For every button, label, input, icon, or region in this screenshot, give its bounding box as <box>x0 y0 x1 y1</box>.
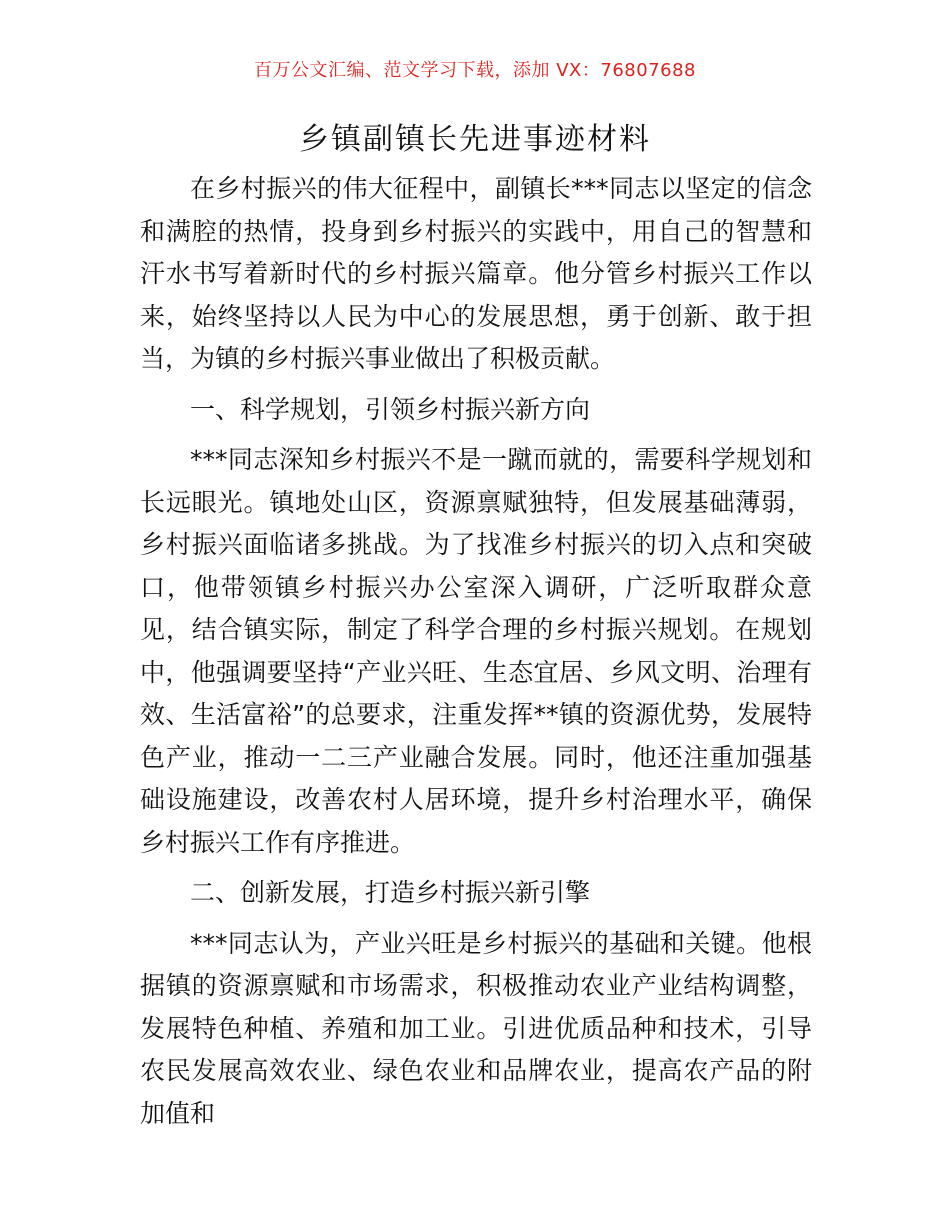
paragraph-section-2: ***同志认为，产业兴旺是乡村振兴的基础和关键。他根据镇的资源禀赋和市场需求，积极推动农业产业结构调整，发展特色种植、养殖和加工业。引进优质品种和技术，引导农民发展高效农业、绿色农业和品牌农业，提高农产品的附加值和 <box>140 928 812 1128</box>
paragraph-section-1: ***同志深知乡村振兴不是一蹴而就的，需要科学规划和长远眼光。镇地处山区，资源禀赋独特，但发展基础薄弱，乡村振兴面临诸多挑战。为了找准乡村振兴的切入点和突破口，他带领镇乡村振兴办公室深入调研，广泛听取群众意见，结合镇实际，制定了科学合理的乡村振兴规划。在规划中，他强调要坚持“产业兴旺、生态宜居、乡风文明、治理有效、生活富裕”的总要求，注重发挥**镇的资源优势，发展特色产业，推动一二三产业融合发展。同时，他还注重加强基础设施建设，改善农村人居环境，提升乡村治理水平，确保乡村振兴工作有序推进。 <box>140 445 812 857</box>
page-title: 乡镇副镇长先进事迹材料 <box>299 122 651 157</box>
paragraph-intro: 在乡村振兴的伟大征程中，副镇长***同志以坚定的信念和满腔的热情，投身到乡村振兴的实践中，用自己的智慧和汗水书写着新时代的乡村振兴篇章。他分管乡村振兴工作以来，始终坚持以人民为中心的发展思想，勇于创新、敢于担当，为镇的乡村振兴事业做出了积极贡献。 <box>140 174 812 373</box>
section-heading-2: 二、创新发展，打造乡村振兴新引擎 <box>190 878 591 907</box>
document-body <box>140 168 812 1143</box>
header-note: 百万公文汇编、范文学习下载，添加 VX：76807688 <box>254 60 696 81</box>
section-heading-1: 一、科学规划，引领乡村振兴新方向 <box>190 394 591 424</box>
